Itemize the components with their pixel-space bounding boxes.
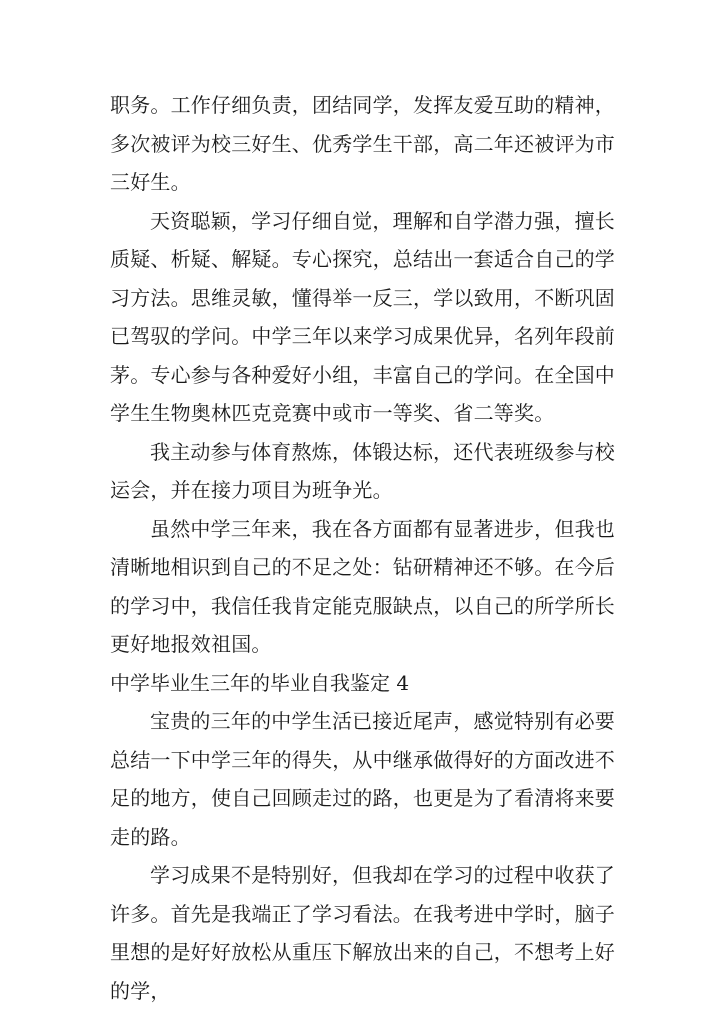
paragraph-shortcomings: 虽然中学三年来，我在各方面都有显著进步，但我也清晰地相识到自己的不足之处：钻研精神还不够。在今后的学习中，我信任我肯定能克服缺点，以自己的所学所长更好地报效祖国。 [110,516,615,656]
document-body [110,86,615,1010]
paragraph-study-ability: 天资聪颖，学习仔细自觉，理解和自学潜力强，擅长质疑、析疑、解疑。专心探究，总结出一套适合自己的学习方法。思维灵敏，懂得举一反三，学以致用，不断巩固已驾驭的学问。中学三年以来学习成果优异，名列年段前茅。专心参与各种爱好小组，丰富自己的学问。在全国中学生生物奥林匹克竞赛中或市一等奖、省二等奖。 [110,208,615,425]
paragraph-intro: 宝贵的三年的中学生活已接近尾声，感觉特别有必要总结一下中学三年的得失，从中继承做得好的方面改进不足的地方，使自己回顾走过的路，也更是为了看清将来要走的路。 [110,709,615,849]
paragraph-continuation: 职务。工作仔细负责，团结同学，发挥友爱互助的精神，多次被评为校三好生、优秀学生干部，高二年还被评为市三好生。 [110,93,615,194]
paragraph-study-results: 学习成果不是特别好，但我却在学习的过程中收获了许多。首先是我端正了学习看法。在我考进中学时，脑子里想的是好好放松从重压下解放出来的自己，不想考上好的学， [110,863,615,1003]
paragraph-sports: 我主动参与体育熬炼，体锻达标，还代表班级参与校运会，并在接力项目为班争光。 [110,439,615,502]
section-heading: 中学毕业生三年的毕业自我鉴定 4 [110,670,410,695]
